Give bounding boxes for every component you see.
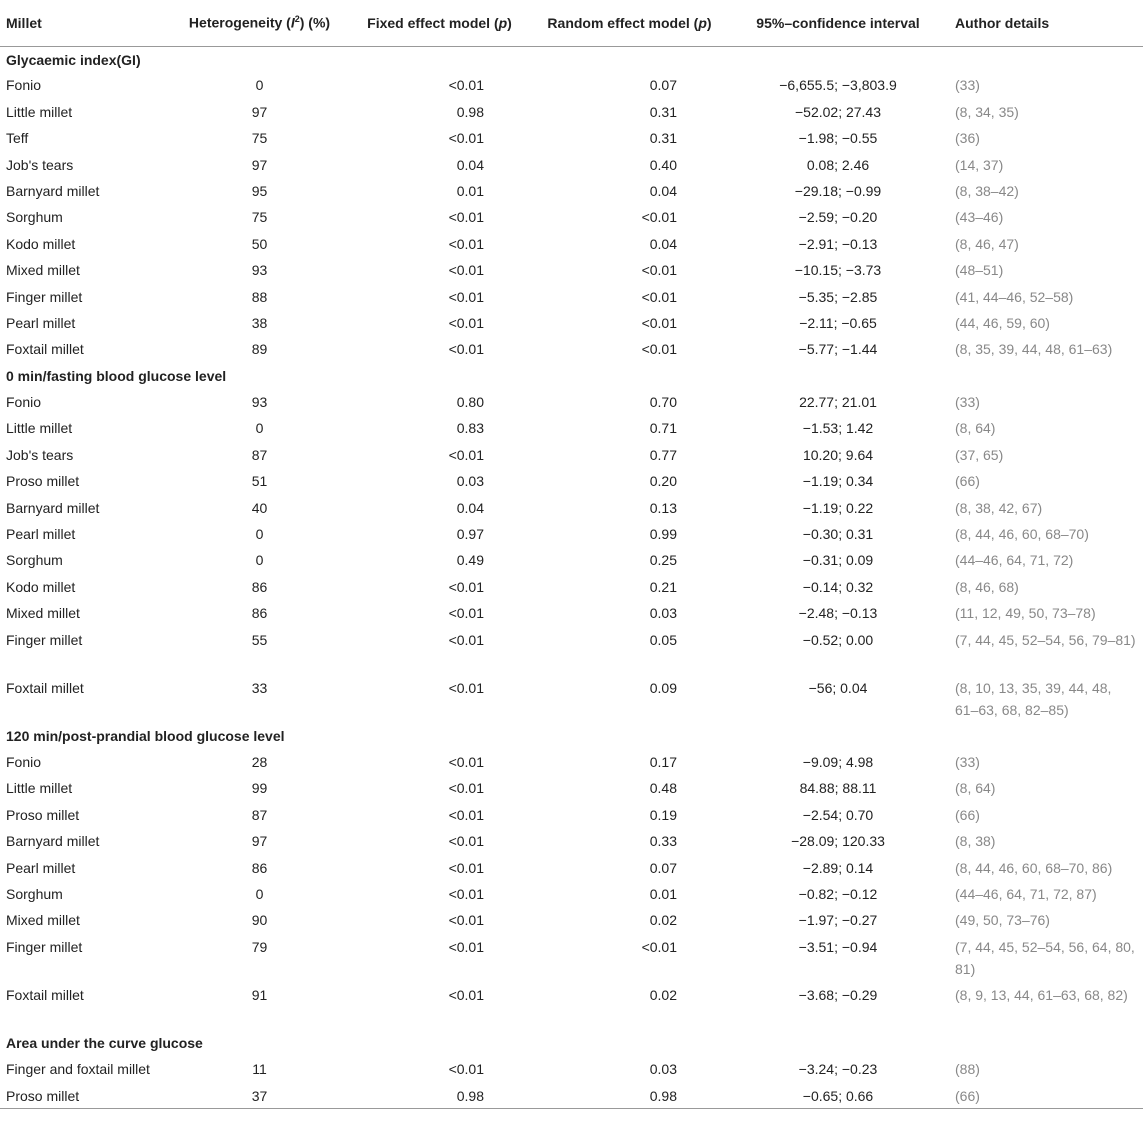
table-row — [0, 125, 1143, 151]
cell-millet: Little millet — [6, 780, 73, 797]
cell-heterogeneity: 75 — [251, 130, 268, 147]
cell-confidence-interval: −0.14; 0.32 — [802, 578, 874, 595]
cell-confidence-interval: −5.35; −2.85 — [798, 288, 878, 305]
table-row — [0, 802, 1143, 828]
cell-confidence-interval: −0.30; 0.31 — [802, 526, 874, 543]
cell-author-details: (11, 12, 49, 50, 73–78) — [955, 605, 1096, 622]
cell-fixed-effect: <0.01 — [448, 341, 484, 358]
table-row — [0, 521, 1143, 547]
table-row — [0, 775, 1143, 801]
cell-confidence-interval: 0.08; 2.46 — [806, 156, 870, 173]
cell-random-effect: <0.01 — [641, 209, 677, 226]
table-row — [0, 547, 1143, 573]
cell-confidence-interval: −56; 0.04 — [808, 679, 868, 696]
cell-author-details: (8, 38, 42, 67) — [955, 499, 1043, 516]
table-row — [0, 881, 1143, 907]
cell-fixed-effect: <0.01 — [448, 631, 484, 648]
cell-heterogeneity: 97 — [251, 103, 268, 120]
cell-fixed-effect: 0.98 — [347, 1083, 532, 1109]
header-row — [0, 0, 1143, 46]
cell-random-effect: 0.20 — [649, 473, 677, 490]
cell-fixed-effect: <0.01 — [448, 753, 484, 770]
cell-confidence-interval: −5.77; −1.44 — [798, 341, 878, 358]
section-title: Area under the curve glucose — [6, 1034, 203, 1051]
cell-random-effect: 0.98 — [532, 1083, 727, 1109]
cell-millet: Job's tears — [6, 446, 74, 463]
cell-random-effect: 0.40 — [649, 156, 677, 173]
cell-heterogeneity: 0 — [255, 420, 264, 437]
table-row — [0, 627, 1143, 675]
cell-author-details: (41, 44–46, 52–58) — [955, 288, 1074, 305]
cell-random-effect: <0.01 — [641, 288, 677, 305]
cell-author-details: (7, 44, 45, 52–54, 56, 64, 80, 81) — [955, 938, 1135, 977]
cell-millet: Sorghum — [6, 552, 63, 569]
cell-confidence-interval: −0.82; −0.12 — [798, 885, 878, 902]
cell-random-effect: 0.04 — [649, 235, 677, 252]
table-row — [0, 389, 1143, 415]
cell-confidence-interval: −1.19; 0.22 — [802, 499, 874, 516]
cell-millet: Proso millet — [6, 473, 80, 490]
cell-confidence-interval: −52.02; 27.43 — [794, 103, 882, 120]
cell-fixed-effect: <0.01 — [448, 938, 484, 955]
cell-confidence-interval: −2.48; −0.13 — [798, 605, 878, 622]
cell-author-details: (37, 65) — [955, 446, 1004, 463]
cell-millet: Finger millet — [6, 938, 83, 955]
cell-confidence-interval: 84.88; 88.11 — [799, 780, 877, 797]
cell-confidence-interval: −1.97; −0.27 — [798, 912, 878, 929]
cell-heterogeneity: 95 — [251, 182, 268, 199]
cell-heterogeneity: 51 — [251, 473, 268, 490]
cell-confidence-interval: −9.09; 4.98 — [802, 753, 874, 770]
cell-heterogeneity: 37 — [172, 1083, 347, 1109]
cell-author-details: (44–46, 64, 71, 72) — [955, 552, 1074, 569]
header-author-details: Author details — [949, 0, 1143, 46]
cell-heterogeneity: 40 — [251, 499, 268, 516]
cell-millet: Fonio — [6, 753, 42, 770]
cell-fixed-effect: <0.01 — [448, 912, 484, 929]
cell-author-details: (66) — [955, 806, 980, 823]
cell-confidence-interval: −2.11; −0.65 — [799, 314, 877, 331]
table-row — [0, 468, 1143, 494]
cell-random-effect: 0.33 — [649, 833, 677, 850]
cell-millet: Sorghum — [6, 885, 63, 902]
cell-fixed-effect: 0.04 — [456, 156, 484, 173]
cell-author-details: (14, 37) — [955, 156, 1004, 173]
cell-heterogeneity: 33 — [251, 679, 268, 696]
cell-millet: Mixed millet — [6, 912, 80, 929]
table-row — [0, 934, 1143, 982]
cell-fixed-effect: <0.01 — [448, 806, 484, 823]
cell-confidence-interval: −1.19; 0.34 — [802, 473, 874, 490]
cell-millet: Teff — [6, 130, 29, 147]
cell-confidence-interval: −3.51; −0.94 — [798, 938, 878, 955]
cell-fixed-effect: <0.01 — [448, 1061, 484, 1078]
cell-fixed-effect: <0.01 — [448, 130, 484, 147]
cell-fixed-effect: <0.01 — [448, 235, 484, 252]
cell-confidence-interval: −0.31; 0.09 — [802, 552, 874, 569]
cell-random-effect: 0.71 — [649, 420, 677, 437]
cell-author-details: (8, 46, 47) — [955, 235, 1019, 252]
table-row — [0, 204, 1143, 230]
cell-heterogeneity: 11 — [252, 1061, 267, 1078]
cell-random-effect: 0.70 — [649, 394, 677, 411]
cell-millet: Kodo millet — [6, 235, 76, 252]
cell-random-effect: <0.01 — [641, 938, 677, 955]
cell-fixed-effect: <0.01 — [448, 859, 484, 876]
cell-fixed-effect: <0.01 — [448, 833, 484, 850]
cell-fixed-effect: <0.01 — [448, 780, 484, 797]
cell-author-details: (8, 64) — [955, 780, 996, 797]
cell-author-details: (33) — [955, 394, 980, 411]
cell-fixed-effect: <0.01 — [448, 446, 484, 463]
table-row — [0, 257, 1143, 283]
cell-fixed-effect: 0.01 — [456, 182, 484, 199]
cell-heterogeneity: 50 — [251, 235, 268, 252]
table-row — [0, 415, 1143, 441]
cell-author-details: (8, 38–42) — [955, 182, 1019, 199]
cell-heterogeneity: 91 — [251, 986, 268, 1003]
cell-author-details: (36) — [955, 130, 980, 147]
cell-fixed-effect: 0.80 — [456, 394, 484, 411]
cell-heterogeneity: 89 — [251, 341, 268, 358]
cell-millet: Pearl millet — [6, 859, 76, 876]
cell-random-effect: 0.99 — [649, 526, 677, 543]
table-row — [0, 310, 1143, 336]
cell-millet: Kodo millet — [6, 578, 76, 595]
cell-fixed-effect: 0.98 — [456, 103, 484, 120]
cell-random-effect: 0.77 — [649, 446, 677, 463]
section-header-row — [0, 1030, 1143, 1056]
cell-millet: Pearl millet — [6, 526, 76, 543]
cell-random-effect: 0.31 — [649, 103, 677, 120]
cell-author-details: (7, 44, 45, 52–54, 56, 79–81) — [955, 631, 1136, 648]
cell-random-effect: 0.04 — [649, 182, 677, 199]
cell-millet: Barnyard millet — [6, 182, 100, 199]
cell-fixed-effect: <0.01 — [448, 262, 484, 279]
cell-random-effect: 0.07 — [649, 859, 677, 876]
cell-author-details: (8, 46, 68) — [955, 578, 1019, 595]
cell-random-effect: 0.02 — [649, 986, 677, 1003]
cell-heterogeneity: 0 — [255, 552, 264, 569]
cell-author-details: (8, 35, 39, 44, 48, 61–63) — [955, 341, 1113, 358]
cell-millet: Job's tears — [6, 156, 74, 173]
cell-fixed-effect: 0.03 — [456, 473, 484, 490]
cell-millet: Sorghum — [6, 209, 63, 226]
cell-millet: Barnyard millet — [6, 499, 100, 516]
cell-confidence-interval: −2.91; −0.13 — [798, 235, 878, 252]
cell-heterogeneity: 88 — [251, 288, 268, 305]
cell-confidence-interval: −28.09; 120.33 — [791, 833, 885, 850]
cell-author-details: (33) — [955, 77, 980, 94]
cell-random-effect: 0.19 — [649, 806, 677, 823]
cell-heterogeneity: 97 — [251, 156, 268, 173]
cell-millet: Finger and foxtail millet — [6, 1061, 150, 1078]
cell-author-details: (43–46) — [955, 209, 1004, 226]
cell-author-details: (33) — [955, 753, 980, 770]
cell-fixed-effect: <0.01 — [448, 578, 484, 595]
cell-confidence-interval: −2.59; −0.20 — [798, 209, 878, 226]
cell-confidence-interval: −0.52; 0.00 — [802, 631, 874, 648]
cell-fixed-effect: <0.01 — [448, 885, 484, 902]
section-title: 120 min/post-prandial blood glucose level — [6, 727, 285, 744]
cell-millet: Barnyard millet — [6, 833, 100, 850]
cell-millet: Foxtail millet — [6, 679, 84, 696]
table-row — [0, 336, 1143, 362]
cell-millet: Fonio — [6, 77, 42, 94]
cell-millet: Finger millet — [6, 288, 83, 305]
cell-author-details: (8, 9, 13, 44, 61–63, 68, 82) — [955, 986, 1128, 1003]
cell-millet: Proso millet — [6, 806, 80, 823]
cell-confidence-interval: 10.20; 9.64 — [802, 446, 874, 463]
cell-author-details: (66) — [949, 1083, 1143, 1109]
cell-confidence-interval: −2.89; 0.14 — [802, 859, 874, 876]
cell-confidence-interval: −10.15; −3.73 — [794, 262, 882, 279]
cell-random-effect: <0.01 — [641, 262, 677, 279]
cell-confidence-interval: −1.98; −0.55 — [798, 130, 878, 147]
table-row — [0, 178, 1143, 204]
cell-random-effect: 0.05 — [649, 631, 677, 648]
section-title: Glycaemic index(GI) — [6, 51, 141, 68]
cell-heterogeneity: 75 — [251, 209, 268, 226]
header-heterogeneity: Heterogeneity $(I^2)$ (%) — [172, 0, 347, 46]
cell-millet: Proso millet — [0, 1083, 172, 1109]
cell-random-effect: 0.02 — [649, 912, 677, 929]
header-random-effect: Random effect model (p) — [532, 0, 727, 46]
cell-millet: Foxtail millet — [6, 341, 84, 358]
cell-random-effect: <0.01 — [641, 341, 677, 358]
cell-random-effect: 0.13 — [649, 499, 677, 516]
cell-heterogeneity: 0 — [255, 77, 264, 94]
cell-random-effect: 0.17 — [649, 753, 677, 770]
cell-author-details: (48–51) — [955, 262, 1004, 279]
cell-heterogeneity: 0 — [255, 885, 264, 902]
cell-author-details: (44, 46, 59, 60) — [955, 314, 1050, 331]
table-row — [0, 231, 1143, 257]
table-row — [0, 855, 1143, 881]
cell-confidence-interval: 22.77; 21.01 — [799, 394, 877, 411]
cell-millet: Finger millet — [6, 631, 83, 648]
section-header-row — [0, 723, 1143, 749]
cell-confidence-interval: −2.54; 0.70 — [802, 806, 874, 823]
section-header-row — [0, 363, 1143, 389]
cell-random-effect: 0.31 — [649, 130, 677, 147]
cell-millet: Foxtail millet — [6, 986, 84, 1003]
cell-heterogeneity: 99 — [251, 780, 268, 797]
cell-heterogeneity: 87 — [251, 806, 268, 823]
cell-heterogeneity: 0 — [255, 526, 264, 543]
cell-heterogeneity: 90 — [251, 912, 268, 929]
cell-author-details: (44–46, 64, 71, 72, 87) — [955, 885, 1097, 902]
cell-random-effect: <0.01 — [641, 314, 677, 331]
cell-fixed-effect: <0.01 — [448, 209, 484, 226]
cell-author-details: (8, 10, 13, 35, 39, 44, 48, 61–63, 68, 82–85) — [955, 679, 1112, 718]
cell-fixed-effect: <0.01 — [448, 77, 484, 94]
cell-confidence-interval: −3.68; −0.29 — [798, 986, 878, 1003]
cell-heterogeneity: 79 — [251, 938, 268, 955]
cell-fixed-effect: <0.01 — [448, 605, 484, 622]
cell-random-effect: 0.48 — [649, 780, 677, 797]
cell-confidence-interval: −0.65; 0.66 — [727, 1083, 949, 1109]
cell-fixed-effect: 0.83 — [456, 420, 484, 437]
cell-heterogeneity: 97 — [251, 833, 268, 850]
cell-author-details: (8, 64) — [955, 420, 996, 437]
cell-author-details: (8, 38) — [955, 833, 996, 850]
cell-heterogeneity: 93 — [251, 394, 268, 411]
cell-fixed-effect: 0.49 — [456, 552, 484, 569]
cell-random-effect: 0.21 — [649, 578, 677, 595]
table-row — [0, 495, 1143, 521]
cell-fixed-effect: <0.01 — [448, 679, 484, 696]
table-row — [0, 442, 1143, 468]
cell-heterogeneity: 93 — [251, 262, 268, 279]
table-row — [0, 600, 1143, 626]
cell-random-effect: 0.03 — [649, 605, 677, 622]
cell-heterogeneity: 86 — [251, 859, 268, 876]
table-row — [0, 1083, 1143, 1109]
cell-author-details: (88) — [955, 1061, 980, 1078]
cell-fixed-effect: 0.97 — [456, 526, 484, 543]
cell-random-effect: 0.01 — [649, 885, 677, 902]
cell-heterogeneity: 28 — [251, 753, 268, 770]
cell-confidence-interval: −29.18; −0.99 — [794, 182, 882, 199]
section-header-row — [0, 46, 1143, 72]
cell-heterogeneity: 55 — [251, 631, 268, 648]
cell-millet: Fonio — [6, 394, 42, 411]
cell-random-effect: 0.09 — [649, 679, 677, 696]
cell-fixed-effect: <0.01 — [448, 986, 484, 1003]
cell-random-effect: 0.25 — [649, 552, 677, 569]
cell-random-effect: 0.03 — [649, 1061, 677, 1078]
table-row — [0, 574, 1143, 600]
cell-author-details: (66) — [955, 473, 980, 490]
table-row — [0, 152, 1143, 178]
cell-heterogeneity: 38 — [251, 314, 268, 331]
cell-confidence-interval: −1.53; 1.42 — [802, 420, 874, 437]
cell-author-details: (8, 44, 46, 60, 68–70) — [955, 526, 1089, 543]
table-row — [0, 675, 1143, 723]
cell-millet: Mixed millet — [6, 262, 80, 279]
table-row — [0, 907, 1143, 933]
cell-heterogeneity: 87 — [251, 446, 268, 463]
table-row — [0, 99, 1143, 125]
header-fixed-effect: Fixed effect model (p) — [347, 0, 532, 46]
table-row — [0, 72, 1143, 98]
table-row — [0, 982, 1143, 1030]
table-row — [0, 284, 1143, 310]
header-millet: Millet — [0, 0, 172, 46]
cell-millet: Little millet — [6, 103, 73, 120]
cell-heterogeneity: 86 — [251, 605, 268, 622]
cell-fixed-effect: <0.01 — [448, 288, 484, 305]
cell-confidence-interval: −3.24; −0.23 — [798, 1061, 878, 1078]
table-row — [0, 749, 1143, 775]
cell-confidence-interval: −6,655.5; −3,803.9 — [779, 77, 897, 94]
cell-author-details: (49, 50, 73–76) — [955, 912, 1050, 929]
cell-millet: Pearl millet — [6, 314, 76, 331]
section-title: 0 min/fasting blood glucose level — [6, 367, 227, 384]
table-body — [0, 46, 1143, 1109]
header-confidence-interval: 95%–confidence interval — [727, 0, 949, 46]
cell-millet: Little millet — [6, 420, 73, 437]
cell-fixed-effect: 0.04 — [456, 499, 484, 516]
cell-millet: Mixed millet — [6, 605, 80, 622]
cell-author-details: (8, 34, 35) — [955, 103, 1019, 120]
cell-author-details: (8, 44, 46, 60, 68–70, 86) — [955, 859, 1113, 876]
cell-fixed-effect: <0.01 — [448, 314, 484, 331]
cell-random-effect: 0.07 — [649, 77, 677, 94]
table-row — [0, 828, 1143, 854]
cell-heterogeneity: 86 — [251, 578, 268, 595]
table-row — [0, 1056, 1143, 1082]
